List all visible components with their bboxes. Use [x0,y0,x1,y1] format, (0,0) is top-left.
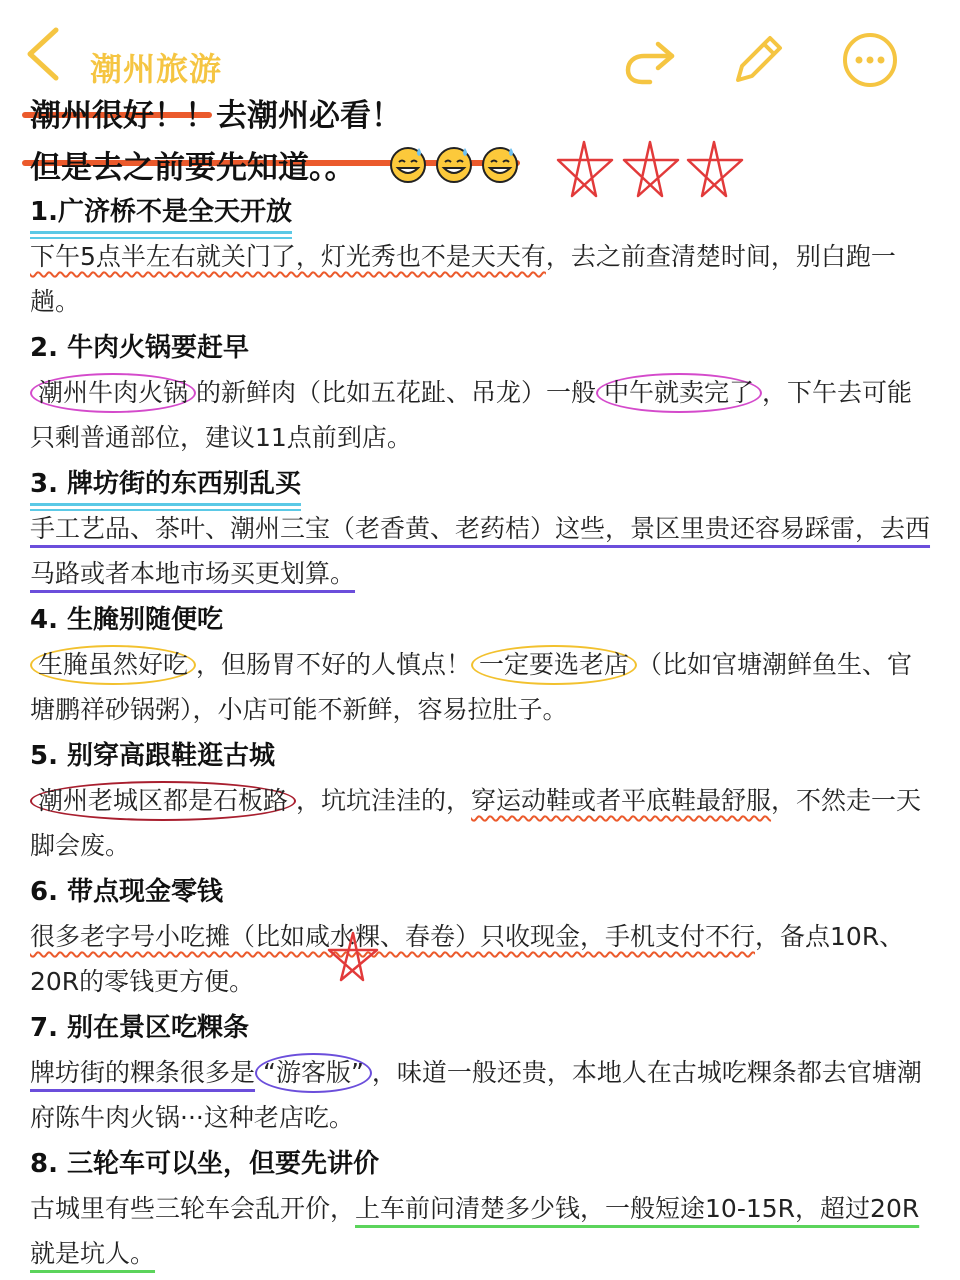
tip-section-6 [30,872,935,1004]
section-title: 4. 生腌别随便吃 [30,605,224,635]
section-body: 潮州牛肉火锅 的新鲜肉（比如五花趾、吊龙）一般 中午就卖完了 ，下午去可能只剩普通部位，建议11点前到店。 [30,370,935,460]
section-body: 生腌虽然好吃 ，但肠胃不好的人慎点！ 一定要选老店 （比如官塘潮鲜鱼生、官塘鹏祥砂锅粥），小店可能不新鲜，容易拉肚子。 [30,642,935,732]
star-icon [688,142,742,196]
section-title: 2. 牛肉火锅要赶早 [30,333,250,363]
tip-section-4 [30,600,935,732]
headline-2: 但是去之前要先知道。。 [30,142,356,187]
more-icon[interactable] [840,30,900,90]
star-icon [325,930,381,986]
section-body: 古城里有些三轮车会乱开价，上车前问清楚多少钱，一般短途10-15R，超过20R就是坑人。 [30,1194,920,1268]
edit-icon[interactable] [728,30,788,90]
note-title: 潮州旅游 [90,50,223,88]
tip-section-7 [30,1008,935,1140]
section-title: 8. 三轮车可以坐，但要先讲价 [30,1149,380,1179]
back-icon[interactable] [22,26,66,82]
headline-1: 潮州很好！！去潮州必看！ [30,90,402,135]
star-icon [558,142,612,196]
star-icon [624,142,678,196]
sweat-smile-icon [434,144,474,184]
section-body: 手工艺品、茶叶、潮州三宝（老香黄、老药桔）这些，景区里贵还容易踩雷，去西马路或者本地市场买更划算。 [30,514,931,588]
tip-section-5 [30,736,935,868]
tip-section-3 [30,464,935,596]
section-title: 3. 牌坊街的东西别乱买 [30,464,301,504]
sweat-smile-icon [480,144,520,184]
section-title: 7. 别在景区吃粿条 [30,1013,250,1043]
section-body: 很多老字号小吃摊（比如咸水粿、春卷）只收现金，手机支付不行，备点10R、20R的零钱更方便。 [30,922,905,996]
section-body: 下午5点半左右就关门了，灯光秀也不是天天有，去之前查清楚时间，别白跑一趟。 [30,242,896,316]
section-body: 牌坊街的粿条很多是 “游客版” ，味道一般还贵，本地人在古城吃粿条都去官塘潮府陈牛肉火锅···这种老店吃。 [30,1050,935,1140]
tip-section-1 [30,192,935,324]
section-body: 潮州老城区都是石板路 ，坑坑洼洼的，穿运动鞋或者平底鞋最舒服，不然走一天脚会废。 [30,778,935,868]
top-bar [0,0,960,92]
section-title: 6. 带点现金零钱 [30,877,224,907]
section-title: 1.广济桥不是全天开放 [30,192,292,232]
emoji-row [388,144,520,184]
tip-section-8 [30,1144,935,1276]
tip-section-2 [30,328,935,460]
section-title: 5. 别穿高跟鞋逛古城 [30,741,276,771]
share-icon[interactable] [622,38,678,86]
sweat-smile-icon [388,144,428,184]
